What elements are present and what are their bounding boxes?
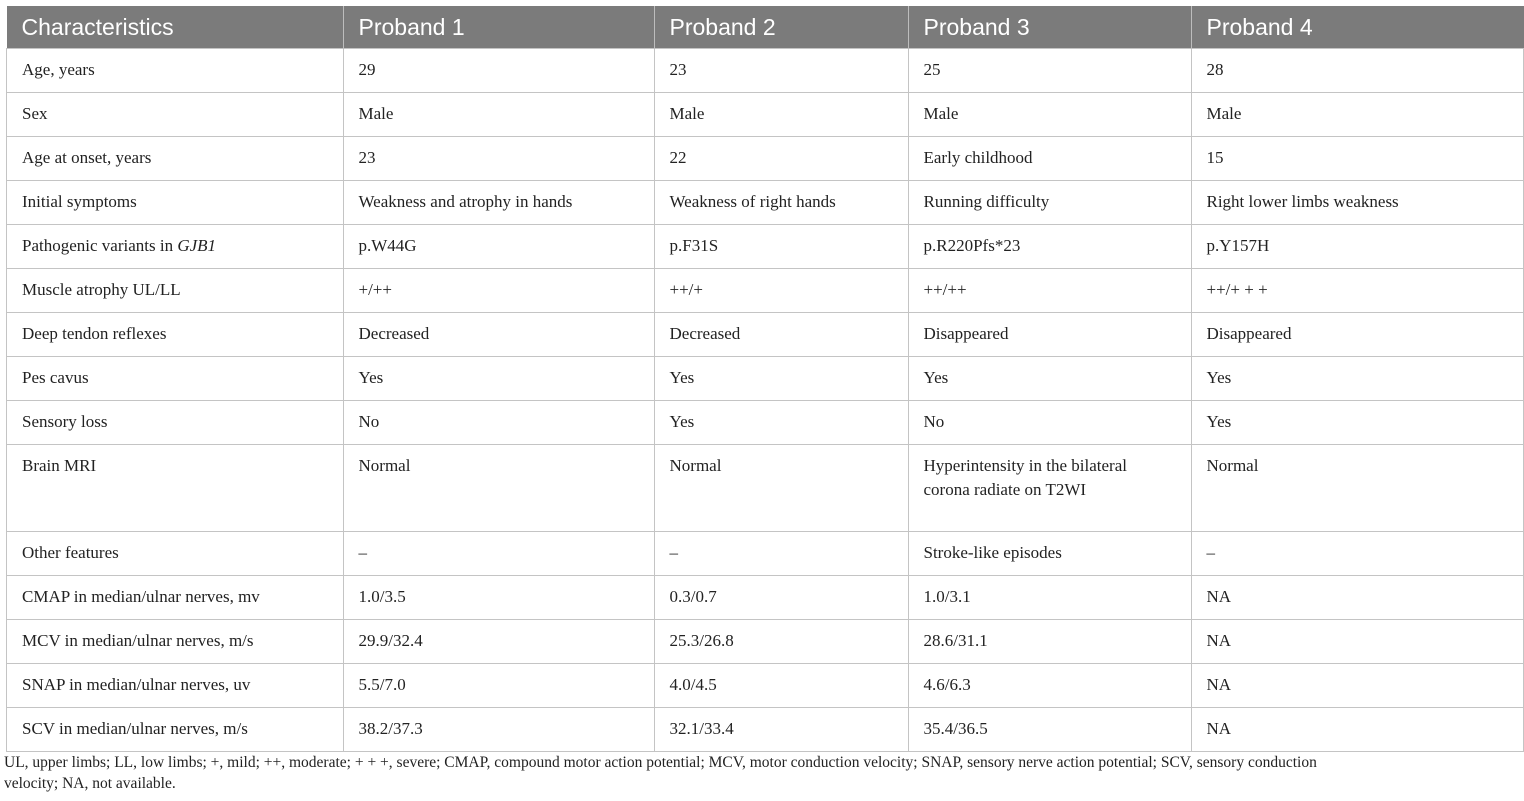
table-row bbox=[7, 93, 1524, 137]
table-cell: Yes bbox=[1191, 401, 1524, 445]
table-cell: Weakness and atrophy in hands bbox=[343, 181, 654, 225]
row-label: Sex bbox=[7, 93, 344, 137]
header-proband-3: Proband 3 bbox=[908, 6, 1191, 49]
table-row bbox=[7, 313, 1524, 357]
table-cell: 4.0/4.5 bbox=[654, 664, 908, 708]
table-cell: Male bbox=[1191, 93, 1524, 137]
row-label: MCV in median/ulnar nerves, m/s bbox=[7, 620, 344, 664]
table-cell: 38.2/37.3 bbox=[343, 708, 654, 752]
table-cell: Right lower limbs weakness bbox=[1191, 181, 1524, 225]
table-row bbox=[7, 401, 1524, 445]
table-cell: ++/++ bbox=[908, 269, 1191, 313]
table-row bbox=[7, 532, 1524, 576]
table-row bbox=[7, 225, 1524, 269]
table-cell: – bbox=[1191, 532, 1524, 576]
table-row bbox=[7, 620, 1524, 664]
table-cell: Male bbox=[908, 93, 1191, 137]
table-cell: Yes bbox=[908, 357, 1191, 401]
table-cell: Stroke-like episodes bbox=[908, 532, 1191, 576]
table-cell: 25 bbox=[908, 49, 1191, 93]
row-label: Sensory loss bbox=[7, 401, 344, 445]
table-cell: Yes bbox=[654, 357, 908, 401]
table-row bbox=[7, 357, 1524, 401]
table-cell: Running difficulty bbox=[908, 181, 1191, 225]
table-cell: NA bbox=[1191, 708, 1524, 752]
table-row bbox=[7, 181, 1524, 225]
table-cell: Normal bbox=[1191, 445, 1524, 532]
table-cell: 1.0/3.1 bbox=[908, 576, 1191, 620]
table-cell: 4.6/6.3 bbox=[908, 664, 1191, 708]
gene-name: GJB1 bbox=[177, 236, 217, 255]
table-cell: – bbox=[654, 532, 908, 576]
table-cell: 5.5/7.0 bbox=[343, 664, 654, 708]
table-header-row bbox=[7, 6, 1524, 49]
row-label: Initial symptoms bbox=[7, 181, 344, 225]
table-cell: 35.4/36.5 bbox=[908, 708, 1191, 752]
table-cell: – bbox=[343, 532, 654, 576]
table-cell: Normal bbox=[343, 445, 654, 532]
table-cell: +/++ bbox=[343, 269, 654, 313]
header-characteristics: Characteristics bbox=[7, 6, 344, 49]
table-cell: Disappeared bbox=[1191, 313, 1524, 357]
row-label: Pes cavus bbox=[7, 357, 344, 401]
header-proband-4: Proband 4 bbox=[1191, 6, 1524, 49]
table-cell: ++/+ bbox=[654, 269, 908, 313]
table-row bbox=[7, 664, 1524, 708]
table-cell: NA bbox=[1191, 664, 1524, 708]
table-cell: NA bbox=[1191, 576, 1524, 620]
table-cell: Early childhood bbox=[908, 137, 1191, 181]
row-label: Age, years bbox=[7, 49, 344, 93]
table-cell: 23 bbox=[343, 137, 654, 181]
table-cell: 29 bbox=[343, 49, 654, 93]
table-cell: No bbox=[908, 401, 1191, 445]
table-cell: p.F31S bbox=[654, 225, 908, 269]
table-cell: 0.3/0.7 bbox=[654, 576, 908, 620]
table-cell: 1.0/3.5 bbox=[343, 576, 654, 620]
table-row bbox=[7, 137, 1524, 181]
table-cell: NA bbox=[1191, 620, 1524, 664]
table-cell: Yes bbox=[1191, 357, 1524, 401]
row-label: CMAP in median/ulnar nerves, mv bbox=[7, 576, 344, 620]
table-row bbox=[7, 576, 1524, 620]
table-footnote: UL, upper limbs; LL, low limbs; +, mild; ++, moderate; + + +, severe; CMAP, compound motor action potential; MCV, motor conduction velocity; SNAP, sensory nerve action potential; SCV, sensory conduction velocity; NA, not available. bbox=[4, 754, 1317, 792]
table-cell: Normal bbox=[654, 445, 908, 532]
characteristics-table-container bbox=[6, 6, 1399, 752]
table-cell: Weakness of right hands bbox=[654, 181, 908, 225]
row-label: Age at onset, years bbox=[7, 137, 344, 181]
table-cell: 29.9/32.4 bbox=[343, 620, 654, 664]
header-proband-2: Proband 2 bbox=[654, 6, 908, 49]
table-cell: p.R220Pfs*23 bbox=[908, 225, 1191, 269]
header-proband-1: Proband 1 bbox=[343, 6, 654, 49]
table-cell: 22 bbox=[654, 137, 908, 181]
table-cell: ++/+ + + bbox=[1191, 269, 1524, 313]
table-cell: 25.3/26.8 bbox=[654, 620, 908, 664]
table-cell: 28.6/31.1 bbox=[908, 620, 1191, 664]
table-cell: Male bbox=[343, 93, 654, 137]
table-cell: Hyperintensity in the bilateral corona radiate on T2WI bbox=[908, 445, 1191, 532]
table-cell: p.Y157H bbox=[1191, 225, 1524, 269]
table-cell: 15 bbox=[1191, 137, 1524, 181]
table-row bbox=[7, 708, 1524, 752]
row-label: Muscle atrophy UL/LL bbox=[7, 269, 344, 313]
table-cell: 32.1/33.4 bbox=[654, 708, 908, 752]
table-cell: Decreased bbox=[654, 313, 908, 357]
characteristics-table bbox=[6, 6, 1524, 752]
row-label: SNAP in median/ulnar nerves, uv bbox=[7, 664, 344, 708]
row-label bbox=[7, 225, 344, 269]
table-cell: Male bbox=[654, 93, 908, 137]
table-cell: Yes bbox=[654, 401, 908, 445]
row-label: SCV in median/ulnar nerves, m/s bbox=[7, 708, 344, 752]
table-row bbox=[7, 49, 1524, 93]
table-cell: 23 bbox=[654, 49, 908, 93]
table-row bbox=[7, 269, 1524, 313]
table-cell: No bbox=[343, 401, 654, 445]
row-label: Brain MRI bbox=[7, 445, 344, 532]
table-cell: 28 bbox=[1191, 49, 1524, 93]
table-cell: p.W44G bbox=[343, 225, 654, 269]
row-label: Other features bbox=[7, 532, 344, 576]
row-label: Deep tendon reflexes bbox=[7, 313, 344, 357]
table-cell: Yes bbox=[343, 357, 654, 401]
table-cell: Disappeared bbox=[908, 313, 1191, 357]
row-label-text: Pathogenic variants in bbox=[22, 236, 178, 255]
table-cell: Decreased bbox=[343, 313, 654, 357]
table-row bbox=[7, 445, 1524, 532]
